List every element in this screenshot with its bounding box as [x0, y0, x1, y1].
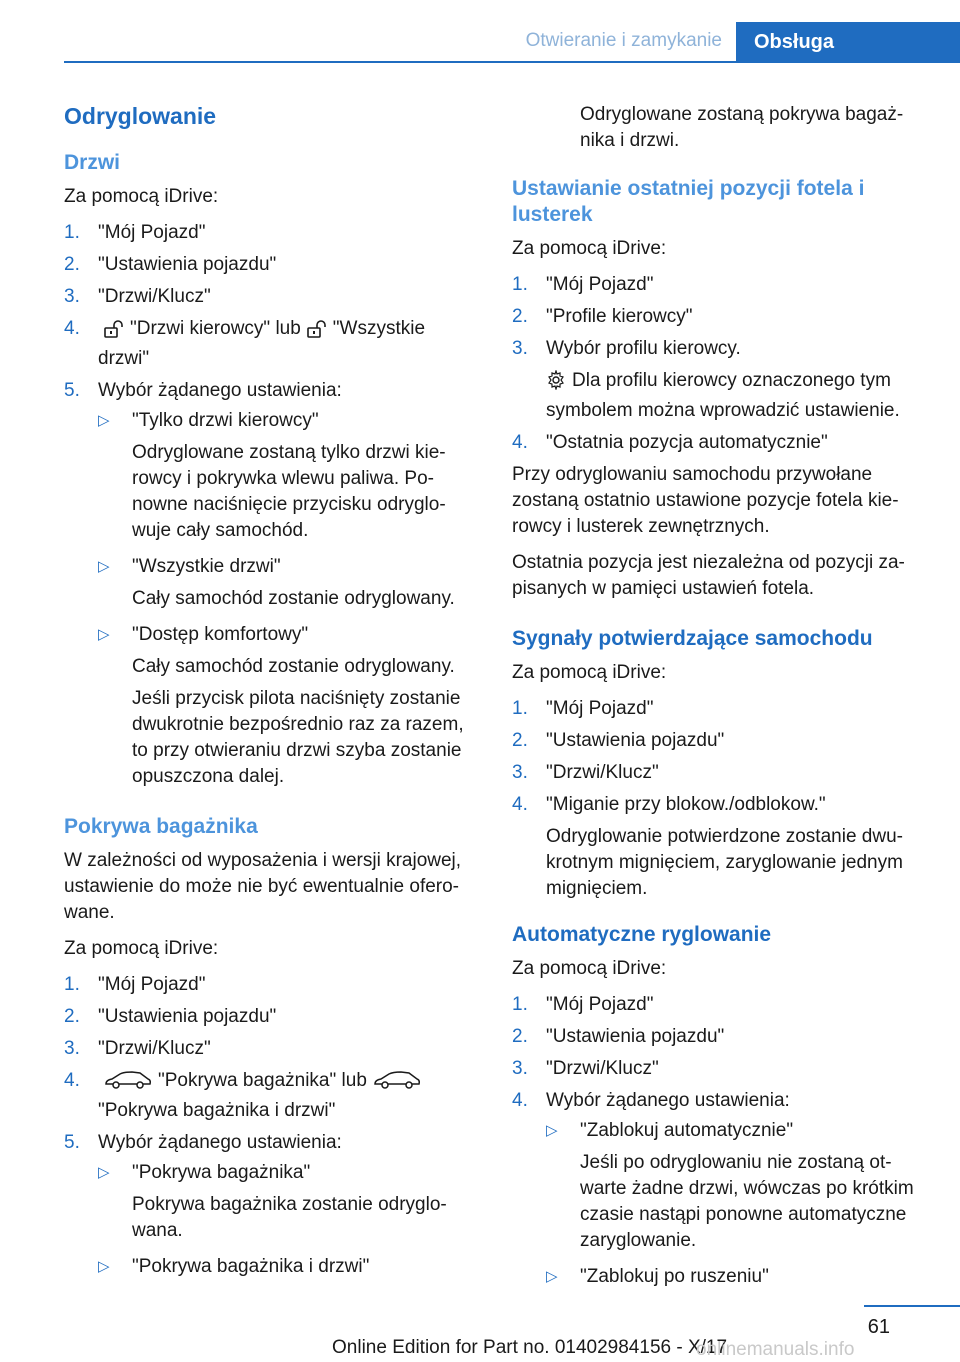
step-number: 2. — [64, 254, 80, 275]
option-item — [98, 1160, 480, 1244]
section-title: Odryglowanie — [64, 103, 217, 129]
car-trunk-icon — [373, 1070, 421, 1098]
list-item — [512, 336, 932, 424]
list-item — [512, 304, 932, 330]
list-item — [512, 696, 932, 722]
step-text: "Ustawienia pojazdu" — [546, 1026, 725, 1047]
option-desc: Cały samochód zostanie odryglowany. — [132, 588, 455, 609]
unlock-icon — [307, 320, 327, 346]
step-text: "Miganie przy blokow./odblokow." — [546, 794, 826, 815]
step-number: 1. — [64, 974, 80, 995]
options-list — [546, 1118, 932, 1290]
step-text: "Mój Pojazd" — [546, 274, 654, 295]
step-text: "Ustawienia pojazdu" — [546, 730, 725, 751]
step-text: "Drzwi/Klucz" — [546, 762, 659, 783]
step-number: 5. — [64, 1132, 80, 1153]
seat-steps — [512, 272, 932, 456]
page-header — [0, 0, 960, 90]
list-item — [64, 220, 480, 246]
step-text: "Drzwi/Klucz" — [546, 1058, 659, 1079]
step-text: "Mój Pojazd" — [546, 698, 654, 719]
trunk-steps — [64, 972, 480, 1280]
step-text: "Wszystkie drzwi" — [98, 318, 426, 369]
triangle-bullet-icon: ▷ — [98, 558, 110, 575]
triangle-bullet-icon: ▷ — [98, 412, 110, 429]
option-label: "Pokrywa bagażnika" — [132, 1162, 311, 1183]
step-number: 4. — [512, 1090, 528, 1111]
list-item — [64, 378, 480, 790]
options-list — [98, 1160, 480, 1280]
right-column — [512, 102, 932, 1300]
step-text: Wybór profilu kierowcy. — [546, 338, 741, 359]
option-label: "Dostęp komfortowy" — [132, 624, 309, 645]
autolock-intro: Za pomocą iDrive: — [512, 958, 667, 979]
option-label: "Zablokuj automatycznie" — [580, 1120, 794, 1141]
trunk-intro: Za pomocą iDrive: — [64, 938, 219, 959]
continued-text: Odryglowane zostaną pokrywa bagaż-nika i drzwi. — [580, 104, 904, 151]
step-number: 1. — [64, 222, 80, 243]
trunk-heading: Pokrywa bagażnika — [64, 815, 258, 838]
option-item — [546, 1264, 932, 1290]
step-number: 3. — [512, 762, 528, 783]
step-number: 2. — [512, 306, 528, 327]
step-number: 2. — [512, 730, 528, 751]
step-number: 3. — [64, 1038, 80, 1059]
list-item — [512, 992, 932, 1018]
step-number: 2. — [512, 1026, 528, 1047]
page-number: 61 — [867, 1316, 890, 1338]
car-trunk-icon — [104, 1070, 152, 1098]
list-item — [64, 1004, 480, 1030]
step-text: "Mój Pojazd" — [98, 974, 206, 995]
list-item — [512, 1024, 932, 1050]
step-note — [546, 368, 932, 424]
step-text: Wybór żądanego ustawienia: — [98, 380, 342, 401]
step-number: 1. — [512, 274, 528, 295]
option-item — [98, 622, 480, 790]
step-note-text: Dla profilu kierowcy oznaczonego tym symbolem można wprowadzić ustawienie. — [546, 370, 900, 421]
step-text: "Mój Pojazd" — [546, 994, 654, 1015]
step-text: Wybór żądanego ustawienia: — [98, 1132, 342, 1153]
edition-text: Online Edition for Part no. 01402984156 - X/17 — [332, 1337, 728, 1358]
tab-obsluga[interactable]: Obsługa — [736, 22, 960, 62]
list-item — [512, 792, 932, 902]
doors-heading: Drzwi — [64, 151, 121, 174]
list-item — [512, 760, 932, 786]
step-text: "Pokrywa bagażnika" lub — [158, 1070, 367, 1091]
seat-heading: Ustawianie ostatniej pozycji fotela i lusterek — [512, 177, 865, 226]
step-number: 5. — [64, 380, 80, 401]
option-label: "Tylko drzwi kierowcy" — [132, 410, 319, 431]
triangle-bullet-icon: ▷ — [98, 626, 110, 643]
step-number: 4. — [512, 794, 528, 815]
list-item — [64, 1130, 480, 1280]
list-item — [64, 972, 480, 998]
breadcrumb[interactable]: Otwieranie i zamykanie — [525, 30, 722, 51]
autolock-steps — [512, 992, 932, 1290]
seat-intro: Za pomocą iDrive: — [512, 238, 667, 259]
option-label: "Wszystkie drzwi" — [132, 556, 281, 577]
option-item — [546, 1118, 932, 1254]
list-item — [64, 252, 480, 278]
unlock-icon — [104, 320, 124, 346]
option-desc: Pokrywa bagażnika zostanie odryglo-wana. — [132, 1194, 447, 1241]
step-number: 2. — [64, 1006, 80, 1027]
left-column — [64, 102, 480, 1290]
option-item — [98, 1254, 480, 1280]
triangle-bullet-icon: ▷ — [546, 1122, 558, 1139]
list-item — [64, 316, 480, 372]
option-desc: Jeśli po odryglowaniu nie zostaną ot-warte żadne drzwi, wówczas po krótkim czasie nastąpi ponowne automatyczne zaryglowanie. — [580, 1152, 914, 1251]
triangle-bullet-icon: ▷ — [98, 1164, 110, 1181]
list-item — [512, 272, 932, 298]
signals-heading: Sygnały potwierdzające samochodu — [512, 627, 873, 650]
step-note: Odryglowanie potwierdzone zostanie dwu-krotnym mignięciem, zaryglowanie jednym mignięciem. — [546, 826, 903, 899]
step-text: "Drzwi/Klucz" — [98, 286, 211, 307]
triangle-bullet-icon: ▷ — [98, 1258, 110, 1275]
step-number: 4. — [64, 1070, 80, 1091]
list-item — [64, 284, 480, 310]
step-text: "Ostatnia pozycja automatycznie" — [546, 432, 828, 453]
seat-paragraph: Ostatnia pozycja jest niezależna od pozycji za-pisanych w pamięci ustawień fotela. — [512, 552, 905, 599]
step-text: "Drzwi/Klucz" — [98, 1038, 211, 1059]
signals-intro: Za pomocą iDrive: — [512, 662, 667, 683]
step-number: 4. — [512, 432, 528, 453]
autolock-heading: Automatyczne ryglowanie — [512, 923, 772, 946]
list-item — [512, 1056, 932, 1082]
option-label: "Pokrywa bagażnika i drzwi" — [132, 1256, 370, 1277]
seat-paragraph: Przy odryglowaniu samochodu przywołane zostaną ostatnio ustawione pozycje fotela kie-rowcy i lusterek zewnętrznych. — [512, 464, 899, 537]
step-text: "Mój Pojazd" — [98, 222, 206, 243]
option-desc: Odryglowane zostaną tylko drzwi kie-rowcy i pokrywka wlewu paliwa. Po-nowne naciśnięcie przycisku odryglo-wuje cały samochód. — [132, 442, 446, 541]
doors-steps — [64, 220, 480, 790]
list-item — [512, 430, 932, 456]
option-desc: Cały samochód zostanie odryglowany. — [132, 656, 455, 677]
triangle-bullet-icon: ▷ — [546, 1268, 558, 1285]
option-item — [98, 554, 480, 612]
signals-steps — [512, 696, 932, 902]
step-text: "Ustawienia pojazdu" — [98, 254, 277, 275]
doors-intro: Za pomocą iDrive: — [64, 186, 219, 207]
list-item — [64, 1068, 480, 1124]
step-text: "Drzwi kierowcy" lub — [130, 318, 301, 339]
footer-divider — [864, 1305, 960, 1307]
gear-icon — [546, 370, 566, 398]
step-number: 3. — [64, 286, 80, 307]
list-item — [64, 1036, 480, 1062]
option-item — [98, 408, 480, 544]
step-text: "Pokrywa bagażnika i drzwi" — [98, 1100, 336, 1121]
option-desc: Jeśli przycisk pilota naciśnięty zostanie dwukrotnie bezpośrednio raz za razem, to przy otwieraniu drzwi szyba zostanie opuszczona dalej. — [132, 688, 464, 787]
step-number: 3. — [512, 338, 528, 359]
step-number: 3. — [512, 1058, 528, 1079]
list-item — [512, 1088, 932, 1290]
step-text: Wybór żądanego ustawienia: — [546, 1090, 790, 1111]
step-number: 1. — [512, 698, 528, 719]
step-text: "Ustawienia pojazdu" — [98, 1006, 277, 1027]
step-number: 4. — [64, 318, 80, 339]
options-list — [98, 408, 480, 790]
step-number: 1. — [512, 994, 528, 1015]
trunk-note: W zależności od wyposażenia i wersji krajowej, ustawienie do może nie być ewentualnie ofero-wane. — [64, 850, 462, 923]
header-divider — [64, 61, 960, 63]
watermark: onlinemanuals.info — [696, 1339, 855, 1360]
step-text: "Profile kierowcy" — [546, 306, 693, 327]
list-item — [512, 728, 932, 754]
option-label: "Zablokuj po ruszeniu" — [580, 1266, 769, 1287]
